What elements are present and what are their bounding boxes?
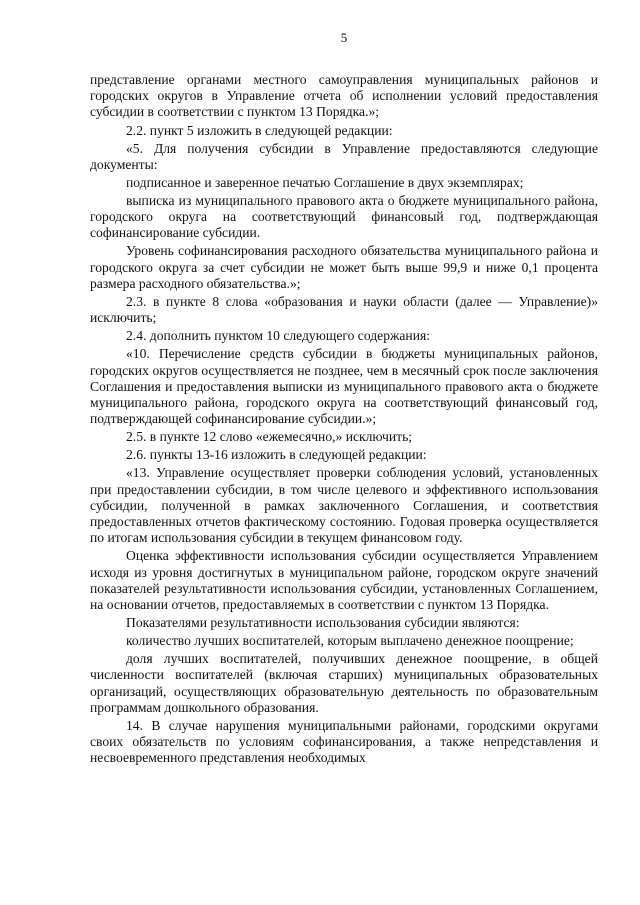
page-number: 5 bbox=[340, 30, 348, 45]
paragraph: 14. В случае нарушения муниципальными районами, городскими округами своих обязательств по условиям софинансирования, а также непредставления и несвоевременного представления необходимых bbox=[90, 717, 598, 766]
document-body bbox=[90, 72, 598, 767]
paragraph: 2.6. пункты 13-16 изложить в следующей редакции: bbox=[126, 447, 427, 463]
paragraph: 2.5. в пункте 12 слово «ежемесячно,» исключить; bbox=[126, 429, 413, 445]
paragraph: представление органами местного самоуправления муниципальных районов и городских округов в Управление отчета об исполнении условий предоставления субсидии в соответствии с пунктом 13 Порядка.»; bbox=[90, 72, 598, 120]
paragraph: Показателями результативности использования субсидии являются: bbox=[126, 615, 520, 631]
paragraph: 2.4. дополнить пунктом 10 следующего содержания: bbox=[126, 328, 430, 344]
paragraph: «5. Для получения субсидии в Управление предоставляются следующие документы: bbox=[90, 140, 598, 172]
paragraph: Уровень софинансирования расходного обязательства муниципального района и городского округа за счет субсидии не может быть выше 99,9 и ниже 0,1 процента размера расходного обязательства.»; bbox=[90, 243, 598, 291]
paragraph: «13. Управление осуществляет проверки соблюдения условий, установленных при предоставлении субсидии, в том числе целевого и эффективного использования субсидии, полученной в рамках заключенного Соглашения, и соответствия предоставленных отчетов фактическому состоянию. Годовая проверка осуществляется по итогам использования субсидии в текущем финансовом году. bbox=[90, 465, 598, 546]
paragraph: «10. Перечисление средств субсидии в бюджеты муниципальных районов, городских округов осуществляется не позднее, чем в месячный срок после заключения Соглашения и предоставления выписки из муниципального правового акта о бюджете муниципального района, городского округа на соответствующий финансовый год, подтверждающей софинансирование субсидии.»; bbox=[90, 346, 598, 427]
paragraph: 2.3. в пункте 8 слова «образования и науки области (далее — Управление)» исключить; bbox=[90, 293, 598, 326]
paragraph: доля лучших воспитателей, получивших денежное поощрение, в общей численности воспитателей (включая старших) муниципальных образовательных организаций, осуществляющих образовательную деятельность по образовательным программам дошкольного образования. bbox=[90, 651, 598, 715]
paragraph: подписанное и заверенное печатью Соглашение в двух экземплярах; bbox=[126, 174, 524, 190]
paragraph: Оценка эффективности использования субсидии осуществляется Управлением исходя из уровня достигнутых в муниципальном районе, городском округе значений показателей результативности использования субсидии, установленных Соглашением, на основании отчетов, предоставляемых в соответствии с пунктом 13 Порядка. bbox=[90, 548, 598, 612]
paragraph: количество лучших воспитателей, которым выплачено денежное поощрение; bbox=[126, 633, 574, 649]
paragraph: выписка из муниципального правового акта о бюджете муниципального района, городского округа на соответствующий финансовый год, подтверждающая софинансирование субсидии. bbox=[90, 192, 598, 241]
paragraph: 2.2. пункт 5 изложить в следующей редакции: bbox=[126, 122, 393, 138]
